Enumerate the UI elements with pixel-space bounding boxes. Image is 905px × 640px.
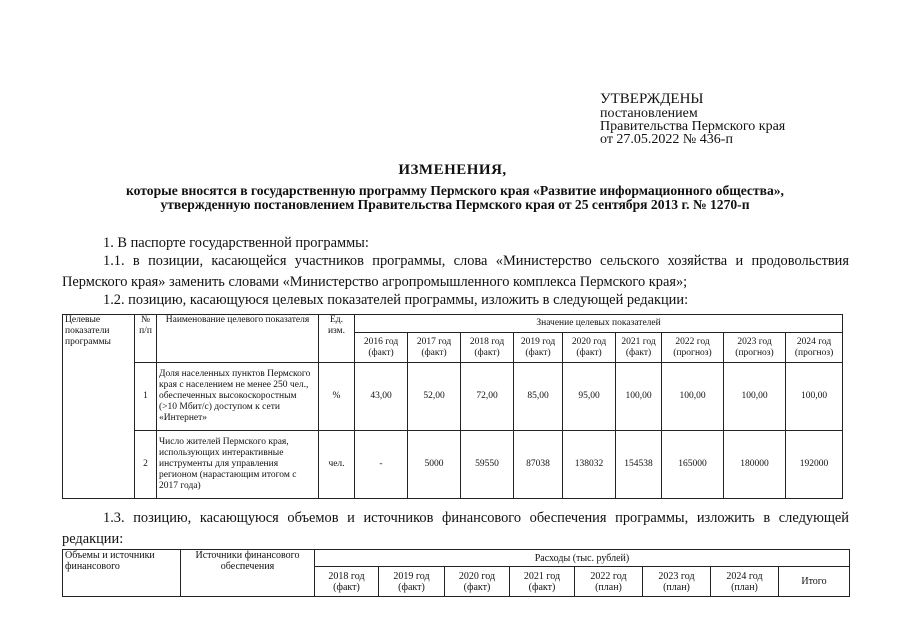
row-unit: % [319, 363, 355, 431]
year-header: 2018 год (факт) [461, 333, 514, 363]
row-value: 43,00 [355, 363, 408, 431]
fin-header-section: Объемы и источники финансового [63, 550, 181, 597]
row-value: 165000 [662, 431, 724, 499]
approval-line-1: постановлением [600, 106, 698, 121]
fin-year-header: 2018 год (факт) [315, 567, 379, 597]
row-value: 85,00 [514, 363, 563, 431]
row-value: 59550 [461, 431, 514, 499]
row-name: Доля населенных пунктов Пермского края с населением не менее 250 чел., обеспеченных высокоскоростным (>10 Мбит/с) доступом к сети «Интернет» [157, 363, 319, 431]
row-num: 1 [135, 363, 157, 431]
subtitle-line-2: утвержденную постановлением Правительства Пермского края от 25 сентября 2013 г. № 1270-п [160, 197, 750, 212]
row-value: 100,00 [662, 363, 724, 431]
year-header: 2021 год (факт) [616, 333, 662, 363]
row-name: Число жителей Пермского края, использующих интерактивные инструменты для управления регионом (нарастающим итогом с 2017 года) [157, 431, 319, 499]
target-indicators-table [62, 314, 843, 499]
fin-year-header: 2019 год (факт) [379, 567, 445, 597]
table-row [63, 363, 843, 431]
row-value: 192000 [786, 431, 843, 499]
row-value: 52,00 [408, 363, 461, 431]
fin-header-source: Источники финансового обеспечения [181, 550, 315, 597]
year-header: 2020 год (факт) [563, 333, 616, 363]
document-title: ИЗМЕНЕНИЯ, [398, 162, 507, 178]
year-header: 2016 год (факт) [355, 333, 408, 363]
row-value: 5000 [408, 431, 461, 499]
year-header: 2024 год (прогноз) [786, 333, 843, 363]
fin-year-header: 2024 год (план) [711, 567, 779, 597]
fin-year-header: 2023 год (план) [643, 567, 711, 597]
paragraph-1-3: 1.3. позицию, касающуюся объемов и источников финансового обеспечения программы, изложить в следующей редакции: [62, 510, 849, 547]
approval-line-3: от 27.05.2022 № 436-п [600, 132, 733, 147]
year-header: 2022 год (прогноз) [662, 333, 724, 363]
paragraph-1: 1. В паспорте государственной программы: [103, 235, 369, 251]
paragraph-1-2: 1.2. позицию, касающуюся целевых показателей программы, изложить в следующей редакции: [103, 292, 689, 308]
row-value: 100,00 [724, 363, 786, 431]
header-unit: Ед. изм. [319, 315, 355, 363]
row-value: 95,00 [563, 363, 616, 431]
fin-year-header: 2022 год (план) [575, 567, 643, 597]
approval-line-2: Правительства Пермского края [600, 119, 786, 134]
row-value: 72,00 [461, 363, 514, 431]
row-value: 87038 [514, 431, 563, 499]
fin-header-expenses: Расходы (тыс. рублей) [315, 550, 850, 567]
row-value: 138032 [563, 431, 616, 499]
document-subtitle [60, 184, 850, 212]
fin-year-header: Итого [779, 567, 850, 597]
header-values: Значение целевых показателей [355, 315, 843, 333]
approval-heading: УТВЕРЖДЕНЫ [600, 91, 704, 107]
fin-year-header: 2021 год (факт) [510, 567, 575, 597]
year-header: 2023 год (прогноз) [724, 333, 786, 363]
row-value: 180000 [724, 431, 786, 499]
row-value: 100,00 [786, 363, 843, 431]
year-header: 2019 год (факт) [514, 333, 563, 363]
header-section: Целевые показатели программы [63, 315, 135, 499]
row-unit: чел. [319, 431, 355, 499]
row-value: - [355, 431, 408, 499]
subtitle-line-1: которые вносятся в государственную программу Пермского края «Развитие информационного общества», [126, 183, 784, 198]
table-row [63, 431, 843, 499]
row-value: 100,00 [616, 363, 662, 431]
approval-block [600, 92, 890, 146]
financing-table [62, 549, 850, 597]
row-num: 2 [135, 431, 157, 499]
paragraph-1-1: 1.1. в позиции, касающейся участников программы, слова «Министерство сельского хозяйства и продовольствия Пермского края» заменить словами «Министерство агропромышленного комплекса Пермского края»; [62, 253, 849, 290]
header-num: № п/п [135, 315, 157, 363]
year-header: 2017 год (факт) [408, 333, 461, 363]
fin-year-header: 2020 год (факт) [445, 567, 510, 597]
header-name: Наименование целевого показателя [157, 315, 319, 363]
row-value: 154538 [616, 431, 662, 499]
